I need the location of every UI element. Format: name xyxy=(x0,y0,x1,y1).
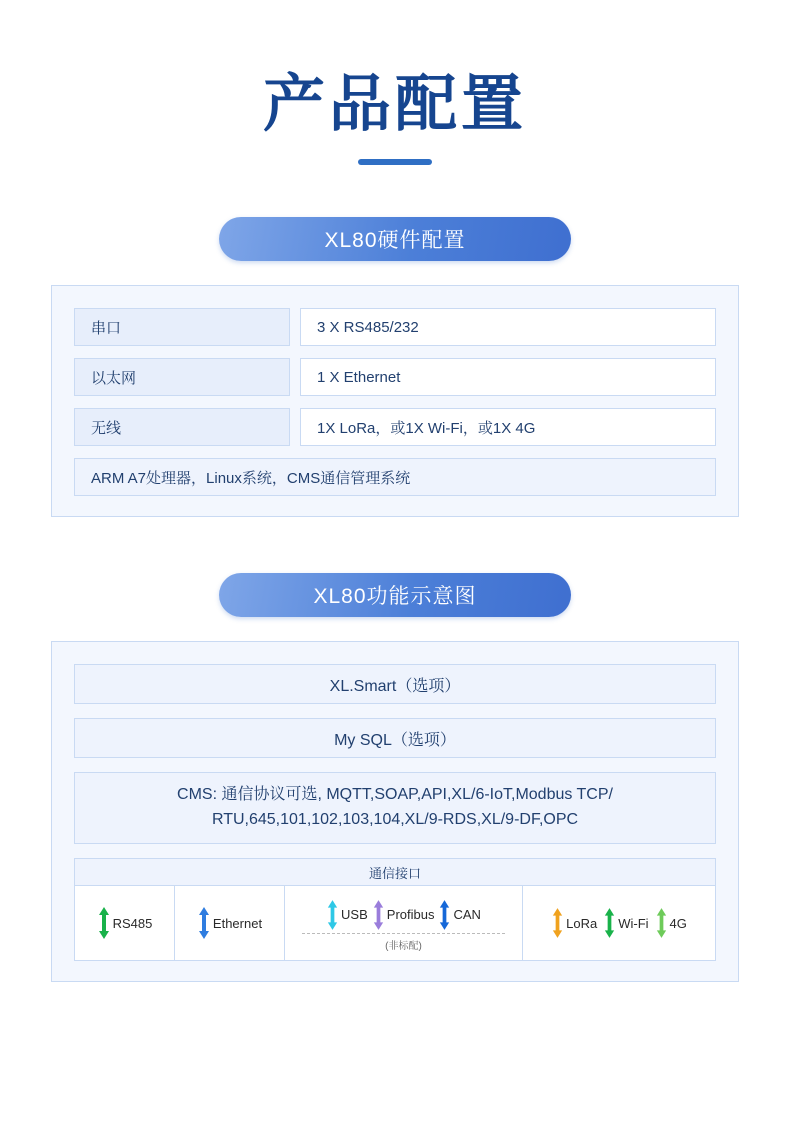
spec-value-serial: 3 X RS485/232 xyxy=(300,308,716,346)
hardware-spec-panel xyxy=(51,285,739,517)
optional-items xyxy=(285,895,522,931)
wireless-items xyxy=(523,907,715,939)
interface-label: LoRa xyxy=(566,915,598,931)
spec-value-ethernet: 1 X Ethernet xyxy=(300,358,716,396)
diagram-band-xlsmart: XL.Smart（选项） xyxy=(74,664,716,704)
interface-cell-ethernet xyxy=(175,886,285,960)
diagram-band-mysql: My SQL（选项） xyxy=(74,718,716,758)
interface-item-profibus xyxy=(372,899,435,931)
interface-box xyxy=(74,858,716,961)
interface-label: USB xyxy=(341,907,368,923)
interface-label: Profibus xyxy=(386,907,435,923)
section-pill-diagram: XL80功能示意图 xyxy=(219,573,571,617)
table-row xyxy=(74,358,716,396)
interface-label: Ethernet xyxy=(212,915,263,931)
interface-cell-optional xyxy=(285,886,523,960)
cms-line-2: RTU,645,101,102,103,104,XL/9-RDS,XL/9-DF,OPC xyxy=(211,811,579,829)
interface-label: 4G xyxy=(669,915,687,931)
bidirectional-arrow-icon xyxy=(372,899,385,931)
interface-item-can xyxy=(438,899,480,931)
table-row xyxy=(74,408,716,446)
bidirectional-arrow-icon xyxy=(438,899,451,931)
bidirectional-arrow-icon xyxy=(551,907,564,939)
page-header xyxy=(0,0,790,165)
interface-item-lora xyxy=(551,907,597,939)
section-pill-hardware: XL80硬件配置 xyxy=(219,217,571,261)
optional-note: (非标配) xyxy=(302,933,506,952)
interface-label: Wi-Fi xyxy=(618,915,649,931)
spec-note-platform: ARM A7处理器，Linux系统，CMS通信管理系统 xyxy=(74,458,716,496)
interface-label: CAN xyxy=(453,907,481,923)
interface-item-ethernet xyxy=(197,906,262,940)
interface-cell-wireless xyxy=(523,886,715,960)
cms-line-1: CMS: 通信协议可选, MQTT,SOAP,API,XL/6-IoT,Modbus TCP/ xyxy=(177,786,613,804)
spec-label-ethernet: 以太网 xyxy=(74,358,290,396)
diagram-band-cms xyxy=(74,772,716,844)
spec-label-wireless: 无线 xyxy=(74,408,290,446)
interface-item-usb xyxy=(326,899,368,931)
bidirectional-arrow-icon xyxy=(326,899,339,931)
interface-body xyxy=(75,886,715,960)
bidirectional-arrow-icon xyxy=(97,906,111,940)
spec-value-wireless: 1X LoRa，或1X Wi-Fi，或1X 4G xyxy=(300,408,716,446)
bidirectional-arrow-icon xyxy=(655,907,668,939)
interface-item-wifi xyxy=(603,907,648,939)
title-underline xyxy=(358,159,432,165)
bidirectional-arrow-icon xyxy=(603,907,616,939)
table-row xyxy=(74,308,716,346)
interface-item-4g xyxy=(655,907,687,939)
spec-label-serial: 串口 xyxy=(74,308,290,346)
page-title: 产品配置 xyxy=(262,70,527,139)
interface-header: 通信接口 xyxy=(75,859,715,886)
bidirectional-arrow-icon xyxy=(197,906,211,940)
interface-label: RS485 xyxy=(112,915,153,931)
function-diagram-panel xyxy=(51,641,739,982)
interface-cell-serial xyxy=(75,886,175,960)
interface-item-rs485 xyxy=(97,906,153,940)
